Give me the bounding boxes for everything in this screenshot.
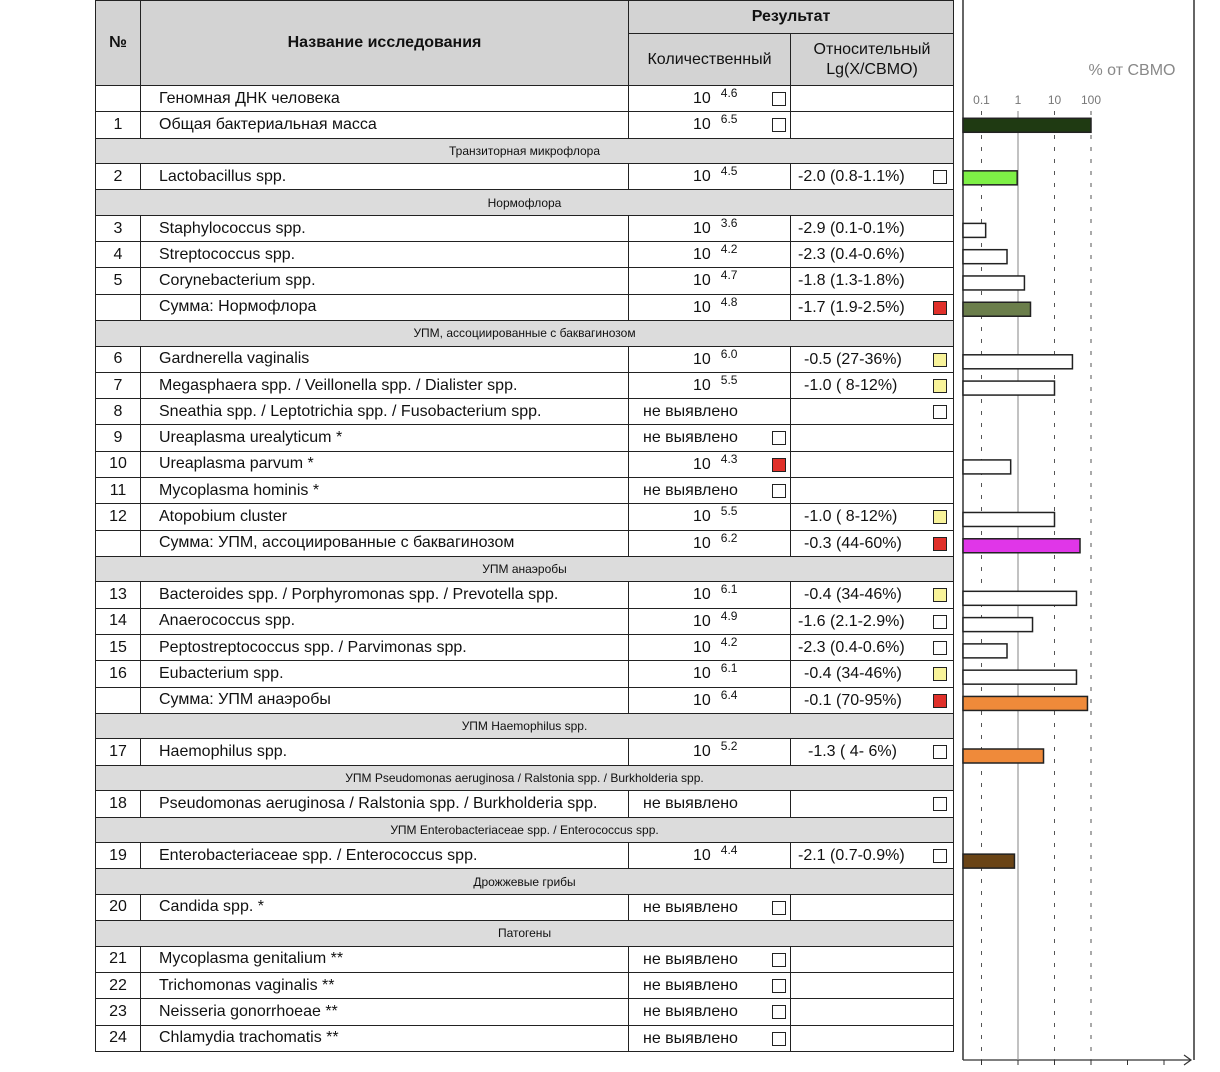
percent-chart <box>962 0 1198 1072</box>
relative-value: -2.9 (0.1-0.1%) <box>798 219 905 237</box>
row-number: 12 <box>96 504 141 530</box>
relative-cell <box>791 346 954 372</box>
relative-value: -2.3 (0.4-0.6%) <box>798 639 905 657</box>
header-quantitative: Количественный <box>629 34 791 86</box>
table-row <box>96 399 954 425</box>
table-row <box>96 739 954 765</box>
tick-label: 0.1 <box>973 93 990 107</box>
quantitative-flag-box <box>772 1005 786 1019</box>
row-number <box>96 530 141 556</box>
power-base: 10 <box>693 246 711 264</box>
quantitative-cell <box>629 242 791 268</box>
row-number: 19 <box>96 843 141 869</box>
row-number: 11 <box>96 478 141 504</box>
bar <box>963 381 1055 395</box>
power-base: 10 <box>693 455 711 473</box>
quantitative-cell <box>629 1025 791 1051</box>
test-name: Lactobacillus spp. <box>141 164 629 190</box>
quantitative-value <box>693 215 738 238</box>
bar <box>963 670 1076 684</box>
power-exponent: 4.7 <box>720 268 738 283</box>
quantitative-flag-box <box>772 92 786 106</box>
relative-value: -0.5 (27-36%) <box>804 350 902 368</box>
relative-cell <box>791 478 954 504</box>
quantitative-cell <box>629 86 791 112</box>
power-base: 10 <box>693 90 711 107</box>
header-number: № <box>96 1 141 86</box>
test-name: Gardnerella vaginalis <box>141 346 629 372</box>
bar <box>963 644 1007 658</box>
section-label: УПМ Pseudomonas aeruginosa / Ralstonia spp. / Burkholderia spp. <box>96 765 954 791</box>
table-row <box>96 294 954 320</box>
row-number: 4 <box>96 242 141 268</box>
test-name: Neisseria gonorrhoeae ** <box>141 999 629 1025</box>
row-number: 20 <box>96 894 141 920</box>
relative-cell <box>791 425 954 451</box>
quantitative-cell <box>629 843 791 869</box>
relative-flag-box <box>933 849 947 863</box>
power-exponent: 6.2 <box>720 530 738 545</box>
section-row <box>96 713 954 739</box>
bar <box>963 591 1076 605</box>
relative-cell <box>791 86 954 112</box>
table-row <box>96 425 954 451</box>
section-label: Патогены <box>96 921 954 947</box>
quantitative-cell <box>629 294 791 320</box>
bar <box>963 749 1044 763</box>
bar <box>963 618 1033 632</box>
table-row <box>96 530 954 556</box>
relative-cell <box>791 399 954 425</box>
quantitative-value <box>693 112 738 134</box>
test-name: Streptococcus spp. <box>141 242 629 268</box>
relative-cell <box>791 451 954 477</box>
results-body <box>96 86 954 1052</box>
relative-value: -1.3 ( 4- 6%) <box>808 743 897 761</box>
quantitative-flag-box <box>772 979 786 993</box>
header-relative-line1: Относительный <box>813 40 931 58</box>
relative-cell <box>791 999 954 1025</box>
row-number: 14 <box>96 608 141 634</box>
power-exponent: 4.6 <box>720 86 738 100</box>
power-base: 10 <box>693 219 711 237</box>
power-exponent: 4.5 <box>720 164 738 179</box>
section-row <box>96 556 954 582</box>
not-detected-text: не выявлено <box>643 403 738 421</box>
power-exponent: 3.6 <box>720 215 738 230</box>
quantitative-flag-box <box>772 431 786 445</box>
test-name: Eubacterium spp. <box>141 661 629 687</box>
power-base: 10 <box>693 586 711 604</box>
section-row <box>96 765 954 791</box>
power-base: 10 <box>693 743 711 761</box>
power-base: 10 <box>693 612 711 630</box>
table-row <box>96 1025 954 1051</box>
power-base: 10 <box>693 639 711 657</box>
relative-value: -1.7 (1.9-2.5%) <box>798 298 905 316</box>
relative-flag-box <box>933 615 947 629</box>
row-number <box>96 294 141 320</box>
table-row <box>96 999 954 1025</box>
test-name: Ureaplasma parvum * <box>141 451 629 477</box>
relative-cell <box>791 215 954 241</box>
test-name: Sneathia spp. / Leptotrichia spp. / Fusobacterium spp. <box>141 399 629 425</box>
relative-cell <box>791 504 954 530</box>
tick-label: 100 <box>1080 93 1102 107</box>
bar <box>963 539 1080 553</box>
section-label: Транзиторная микрофлора <box>96 138 954 164</box>
relative-cell <box>791 946 954 972</box>
quantitative-flag-box <box>772 901 786 915</box>
relative-value: -0.4 (34-46%) <box>804 665 902 683</box>
quantitative-value <box>693 372 738 395</box>
section-row <box>96 817 954 843</box>
test-name: Corynebacterium spp. <box>141 268 629 294</box>
table-row <box>96 635 954 661</box>
quantitative-cell <box>629 946 791 972</box>
test-name: Haemophilus spp. <box>141 739 629 765</box>
row-number: 21 <box>96 946 141 972</box>
test-name: Mycoplasma genitalium ** <box>141 946 629 972</box>
row-number: 5 <box>96 268 141 294</box>
bar <box>963 696 1087 710</box>
quantitative-cell <box>629 894 791 920</box>
power-base: 10 <box>693 508 711 526</box>
quantitative-flag-box <box>772 953 786 967</box>
table-row <box>96 478 954 504</box>
not-detected-text: не выявлено <box>643 1003 738 1021</box>
power-base: 10 <box>693 168 711 186</box>
quantitative-cell <box>629 164 791 190</box>
bar <box>963 118 1091 132</box>
test-name: Сумма: УПМ, ассоциированные с баквагинозом <box>141 530 629 556</box>
table-row <box>96 661 954 687</box>
quantitative-cell <box>629 372 791 398</box>
quantitative-cell <box>629 504 791 530</box>
power-exponent: 6.1 <box>720 661 738 676</box>
quantitative-cell <box>629 451 791 477</box>
row-number: 7 <box>96 372 141 398</box>
row-number <box>96 86 141 112</box>
section-label: УПМ анаэробы <box>96 556 954 582</box>
section-row <box>96 321 954 347</box>
bar <box>963 512 1055 526</box>
power-exponent: 4.3 <box>720 451 738 466</box>
quantitative-value <box>693 582 738 604</box>
not-detected-text: не выявлено <box>643 482 738 500</box>
relative-cell <box>791 242 954 268</box>
relative-value: -1.8 (1.3-1.8%) <box>798 272 905 290</box>
table-row <box>96 372 954 398</box>
header-test-name: Название исследования <box>141 1 629 86</box>
relative-flag-box <box>933 745 947 759</box>
relative-cell <box>791 635 954 661</box>
row-number: 17 <box>96 739 141 765</box>
power-exponent: 6.1 <box>720 582 738 597</box>
quantitative-value <box>693 530 738 553</box>
quantitative-cell <box>629 268 791 294</box>
table-row <box>96 451 954 477</box>
quantitative-value <box>693 635 738 657</box>
row-number: 18 <box>96 791 141 817</box>
table-row <box>96 86 954 112</box>
table-row <box>96 791 954 817</box>
header-relative-line2: Lg(X/СВМО) <box>826 60 918 78</box>
test-name: Pseudomonas aeruginosa / Ralstonia spp. / Burkholderia spp. <box>141 791 629 817</box>
power-exponent: 5.5 <box>720 504 738 519</box>
bar <box>963 223 986 237</box>
relative-flag-box <box>933 353 947 367</box>
row-number: 13 <box>96 582 141 608</box>
bar <box>963 854 1014 868</box>
table-row <box>96 242 954 268</box>
quantitative-cell <box>629 972 791 998</box>
quantitative-value <box>693 661 738 683</box>
relative-value: -0.1 (70-95%) <box>804 691 902 709</box>
quantitative-cell <box>629 582 791 608</box>
power-exponent: 4.2 <box>720 242 738 257</box>
power-base: 10 <box>693 350 711 368</box>
row-number: 8 <box>96 399 141 425</box>
relative-cell <box>791 112 954 138</box>
quantitative-cell <box>629 112 791 138</box>
relative-cell <box>791 608 954 634</box>
relative-flag-box <box>933 641 947 655</box>
row-number: 9 <box>96 425 141 451</box>
table-row <box>96 894 954 920</box>
bar <box>963 302 1030 316</box>
quantitative-flag-box <box>772 1032 786 1046</box>
relative-flag-box <box>933 405 947 419</box>
relative-cell <box>791 661 954 687</box>
table-row <box>96 687 954 713</box>
table-row <box>96 504 954 530</box>
header-relative <box>791 34 954 86</box>
quantitative-cell <box>629 399 791 425</box>
quantitative-cell <box>629 999 791 1025</box>
relative-value: -1.0 ( 8-12%) <box>804 508 898 526</box>
quantitative-value <box>693 86 738 108</box>
row-number <box>96 687 141 713</box>
table-row <box>96 164 954 190</box>
not-detected-text: не выявлено <box>643 795 738 813</box>
quantitative-cell <box>629 608 791 634</box>
test-name: Сумма: Нормофлора <box>141 294 629 320</box>
power-exponent: 4.2 <box>720 635 738 650</box>
bar <box>963 355 1072 369</box>
relative-cell <box>791 739 954 765</box>
relative-cell <box>791 530 954 556</box>
table-row <box>96 582 954 608</box>
quantitative-cell <box>629 635 791 661</box>
power-base: 10 <box>693 665 711 683</box>
tick-label: 10 <box>1047 93 1062 107</box>
relative-value: -1.6 (2.1-2.9%) <box>798 612 905 630</box>
table-row <box>96 215 954 241</box>
relative-flag-box <box>933 379 947 393</box>
relative-cell <box>791 582 954 608</box>
quantitative-flag-box <box>772 484 786 498</box>
quantitative-cell <box>629 478 791 504</box>
quantitative-value <box>693 843 738 865</box>
relative-cell <box>791 372 954 398</box>
not-detected-text: не выявлено <box>643 950 738 968</box>
quantitative-flag-box <box>772 118 786 132</box>
table-row <box>96 946 954 972</box>
relative-cell <box>791 268 954 294</box>
chart-title: % от СВМО <box>1088 62 1176 79</box>
power-exponent: 4.8 <box>720 294 738 309</box>
relative-flag-box <box>933 588 947 602</box>
test-name: Bacteroides spp. / Porphyromonas spp. / Prevotella spp. <box>141 582 629 608</box>
not-detected-text: не выявлено <box>643 976 738 994</box>
section-label: УПМ Haemophilus spp. <box>96 713 954 739</box>
results-table <box>95 0 954 1052</box>
relative-cell <box>791 687 954 713</box>
relative-flag-box <box>933 170 947 184</box>
test-name: Atopobium cluster <box>141 504 629 530</box>
relative-cell <box>791 894 954 920</box>
relative-cell <box>791 164 954 190</box>
power-exponent: 6.5 <box>720 112 738 127</box>
table-row <box>96 112 954 138</box>
bar <box>963 250 1007 264</box>
test-name: Trichomonas vaginalis ** <box>141 972 629 998</box>
power-exponent: 6.4 <box>720 687 738 702</box>
bar <box>963 276 1024 290</box>
power-exponent: 6.0 <box>720 346 738 361</box>
quantitative-cell <box>629 661 791 687</box>
bar <box>963 171 1017 185</box>
relative-cell <box>791 294 954 320</box>
not-detected-text: не выявлено <box>643 898 738 916</box>
relative-flag-box <box>933 510 947 524</box>
relative-cell <box>791 791 954 817</box>
relative-cell <box>791 972 954 998</box>
relative-value: -2.1 (0.7-0.9%) <box>798 847 905 865</box>
relative-flag-box <box>933 537 947 551</box>
quantitative-cell <box>629 215 791 241</box>
section-row <box>96 138 954 164</box>
relative-value: -0.3 (44-60%) <box>804 534 902 552</box>
section-label: Дрожжевые грибы <box>96 869 954 895</box>
quantitative-value <box>693 739 738 761</box>
quantitative-cell <box>629 791 791 817</box>
quantitative-value <box>693 164 738 186</box>
quantitative-cell <box>629 530 791 556</box>
test-name: Anaerococcus spp. <box>141 608 629 634</box>
quantitative-cell <box>629 425 791 451</box>
test-name: Staphylococcus spp. <box>141 215 629 241</box>
relative-flag-box <box>933 797 947 811</box>
power-exponent: 5.2 <box>720 739 738 754</box>
row-number: 24 <box>96 1025 141 1051</box>
test-name: Mycoplasma hominis * <box>141 478 629 504</box>
quantitative-value <box>693 346 738 369</box>
row-number: 2 <box>96 164 141 190</box>
bar <box>963 460 1011 474</box>
power-base: 10 <box>693 376 711 394</box>
relative-value: -1.0 ( 8-12%) <box>804 376 898 394</box>
tick-label: 1 <box>1014 93 1022 107</box>
table-row <box>96 346 954 372</box>
test-name: Геномная ДНК человека <box>141 86 629 112</box>
section-label: Нормофлора <box>96 190 954 216</box>
quantitative-cell <box>629 687 791 713</box>
table-row <box>96 268 954 294</box>
relative-value: -2.0 (0.8-1.1%) <box>798 168 905 186</box>
power-exponent: 4.4 <box>720 843 738 858</box>
section-label: УПМ Enterobacteriaceae spp. / Enterococcus spp. <box>96 817 954 843</box>
relative-flag-box <box>933 667 947 681</box>
row-number: 10 <box>96 451 141 477</box>
power-base: 10 <box>693 298 711 316</box>
table-row <box>96 608 954 634</box>
row-number: 22 <box>96 972 141 998</box>
section-row <box>96 190 954 216</box>
quantitative-value <box>693 294 738 317</box>
test-name: Ureaplasma urealyticum * <box>141 425 629 451</box>
quantitative-cell <box>629 739 791 765</box>
power-exponent: 4.9 <box>720 608 738 623</box>
test-name: Peptostreptococcus spp. / Parvimonas spp. <box>141 635 629 661</box>
power-base: 10 <box>693 116 711 134</box>
quantitative-cell <box>629 346 791 372</box>
relative-value: -2.3 (0.4-0.6%) <box>798 246 905 264</box>
power-base: 10 <box>693 847 711 865</box>
section-row <box>96 921 954 947</box>
table-row <box>96 972 954 998</box>
test-name: Сумма: УПМ анаэробы <box>141 687 629 713</box>
header-result: Результат <box>629 1 954 34</box>
row-number: 3 <box>96 215 141 241</box>
relative-cell <box>791 1025 954 1051</box>
relative-value: -0.4 (34-46%) <box>804 586 902 604</box>
row-number: 6 <box>96 346 141 372</box>
relative-flag-box <box>933 301 947 315</box>
power-base: 10 <box>693 272 711 290</box>
table-row <box>96 843 954 869</box>
test-name: Chlamydia trachomatis ** <box>141 1025 629 1051</box>
test-name: Candida spp. * <box>141 894 629 920</box>
row-number: 23 <box>96 999 141 1025</box>
quantitative-value <box>693 242 738 264</box>
power-base: 10 <box>693 691 711 709</box>
power-base: 10 <box>693 534 711 552</box>
power-exponent: 5.5 <box>720 372 738 387</box>
test-name: Enterobacteriaceae spp. / Enterococcus spp. <box>141 843 629 869</box>
section-row <box>96 869 954 895</box>
quantitative-value <box>693 504 738 526</box>
section-label: УПМ, ассоциированные с баквагинозом <box>96 321 954 347</box>
relative-flag-box <box>933 694 947 708</box>
quantitative-value <box>693 268 738 290</box>
not-detected-text: не выявлено <box>643 1029 738 1047</box>
quantitative-value <box>693 687 738 710</box>
row-number: 15 <box>96 635 141 661</box>
not-detected-text: не выявлено <box>643 429 738 447</box>
row-number: 1 <box>96 112 141 138</box>
quantitative-value <box>693 451 738 474</box>
row-number: 16 <box>96 661 141 687</box>
relative-cell <box>791 843 954 869</box>
test-name: Общая бактериальная масса <box>141 112 629 138</box>
quantitative-flag-box <box>772 458 786 472</box>
test-name: Megasphaera spp. / Veillonella spp. / Dialister spp. <box>141 372 629 398</box>
quantitative-value <box>693 608 738 631</box>
